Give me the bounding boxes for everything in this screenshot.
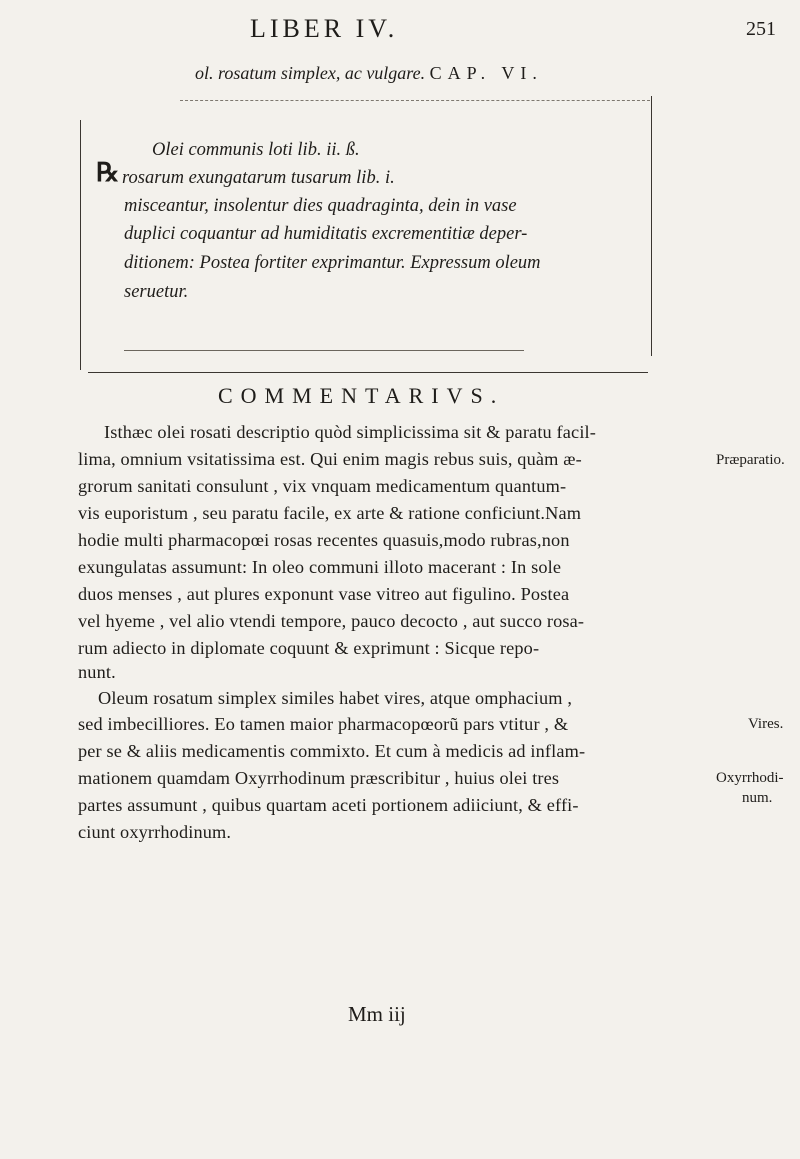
marginal-note: Oxyrrhodi- (716, 770, 784, 786)
recipe-line: rosarum exungatarum tusarum lib. i. (122, 168, 395, 188)
recipe-line: ditionem: Postea fortiter exprimantur. Expressum oleum (124, 253, 541, 273)
recipe-line: duplici coquantur ad humiditatis excrementitiæ deper- (124, 224, 528, 244)
rx-symbol: ℞ (96, 158, 120, 187)
box-left-border (80, 120, 81, 370)
marginal-note: num. (742, 790, 773, 806)
body-line: duos menses , aut plures exponunt vase vitreo aut figulino. Postea (78, 584, 570, 604)
box-top-rule (180, 100, 650, 101)
body-line: rum adiecto in diplomate coquunt & exprimunt : Sicque repo- (78, 638, 540, 658)
subheader-italic: ol. rosatum simplex, ac vulgare. (195, 63, 426, 83)
body-line: hodie multi pharmacopœi rosas recentes quasuis,modo rubras,non (78, 530, 570, 550)
chapter-subheader (195, 63, 543, 84)
commentary-heading: COMMENTARIVS. (218, 383, 505, 408)
box-inner-rule (124, 350, 524, 351)
body-line: grorum sanitati consulunt , vix vnquam medicamentum quantum- (78, 476, 567, 496)
recipe-title: Olei communis loti lib. ii. ß. (152, 140, 360, 160)
body-line: vis euporistum , seu paratu facile, ex arte & ratione conficiunt.Nam (78, 503, 582, 523)
body-line: vel hyeme , vel alio vtendi tempore, pauco decocto , aut succo rosa- (78, 611, 585, 631)
body-line: Isthæc olei rosati descriptio quòd simplicissima sit & paratu facil- (104, 422, 597, 442)
signature-mark: Mm iij (348, 1002, 406, 1026)
body-line: partes assumunt , quibus quartam aceti portionem adiiciunt, & effi- (78, 795, 579, 815)
marginal-note: Præparatio. (716, 452, 785, 468)
box-right-border (651, 96, 652, 356)
marginal-note: Vires. (748, 716, 784, 732)
body-line: nunt. (78, 662, 116, 682)
page-number: 251 (746, 18, 776, 40)
body-line: exungulatas assumunt: In oleo communi illoto macerant : In sole (78, 557, 562, 577)
recipe-line: misceantur, insolentur dies quadraginta, dein in vase (124, 196, 517, 216)
body-line: Oleum rosatum simplex similes habet vires, atque omphacium , (98, 688, 573, 708)
body-line: per se & aliis medicamentis commixto. Et cum à medicis ad inflam- (78, 741, 586, 761)
body-line: ciunt oxyrrhodinum. (78, 822, 232, 842)
body-line: sed imbecilliores. Eo tamen maior pharmacopœorũ pars vtitur , & (78, 714, 569, 734)
running-title: LIBER IV. (250, 14, 399, 43)
chapter-number: CAP. VI. (429, 63, 543, 83)
box-bottom-border (88, 372, 648, 373)
body-line: lima, omnium vsitatissima est. Qui enim magis rebus suis, quàm æ- (78, 449, 582, 469)
recipe-line: seruetur. (124, 282, 189, 302)
body-line: mationem quamdam Oxyrrhodinum præscribitur , huius olei tres (78, 768, 560, 788)
